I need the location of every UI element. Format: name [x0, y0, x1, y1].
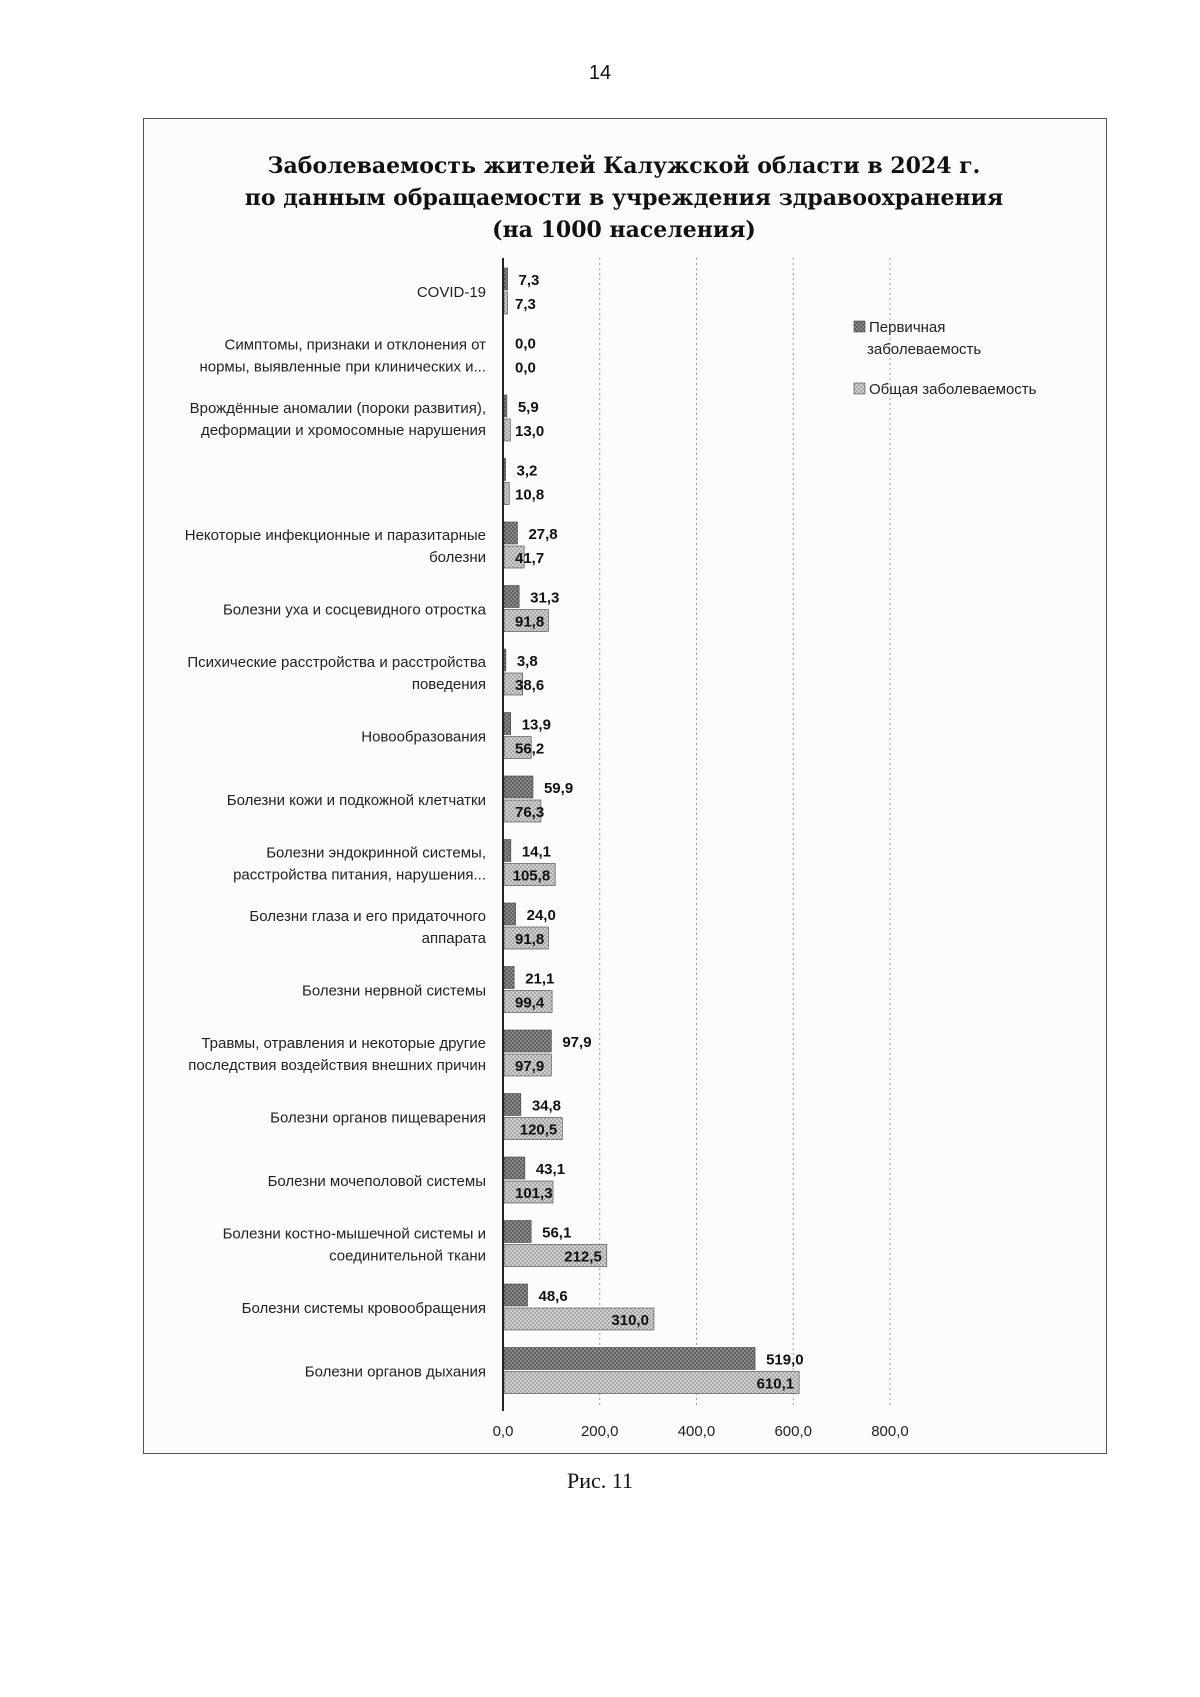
value-label-total: 101,3	[515, 1185, 553, 1202]
legend-label	[867, 319, 981, 358]
bar-primary	[504, 395, 507, 417]
legend-swatch	[854, 321, 865, 332]
bar-primary	[504, 1284, 528, 1306]
category-label-line: Болезни глаза и его придаточного	[249, 908, 486, 925]
category-label	[227, 792, 486, 809]
category-label-line: нормы, выявленные при клинических и...	[199, 358, 486, 376]
category-label-line: Болезни органов дыхания	[304, 1363, 486, 1381]
value-label-total: 310,0	[611, 1312, 649, 1329]
category-label-line: расстройства питания, нарушения...	[233, 866, 486, 884]
category-label-line: Новообразования	[361, 728, 486, 746]
category-label-line: аппарата	[421, 930, 486, 947]
category-label	[185, 527, 486, 566]
category-label-line: Врождённые аномалии (пороки развития),	[189, 400, 486, 417]
bar-primary	[504, 649, 506, 671]
value-label-primary: 48,6	[538, 1288, 568, 1305]
value-label-total: 91,8	[515, 931, 545, 948]
x-tick-label: 800,0	[871, 1423, 909, 1440]
bar-primary	[504, 268, 508, 290]
chart-title-line-3: (на 1000 населения)	[492, 217, 756, 243]
category-label	[270, 1110, 486, 1127]
category-label	[223, 602, 487, 619]
value-label-primary: 43,1	[535, 1161, 566, 1178]
category-label-line: Болезни эндокринной системы,	[266, 844, 486, 862]
bar-total	[504, 292, 508, 314]
value-label-primary: 3,2	[516, 462, 538, 480]
bar-primary	[504, 903, 516, 925]
category-label-line: Болезни костно-мышечной системы и	[222, 1225, 486, 1243]
x-tick-label: 400,0	[677, 1423, 716, 1440]
legend-label-line: заболеваемость	[867, 341, 982, 358]
bar-primary	[504, 459, 506, 481]
category-label	[249, 908, 486, 947]
bar-total	[504, 419, 510, 441]
labels	[185, 272, 804, 1393]
x-tick-label: 200,0	[580, 1423, 619, 1440]
category-label	[233, 845, 486, 884]
category-label	[223, 1226, 486, 1265]
value-label-primary: 13,9	[521, 716, 551, 734]
category-label-line: Болезни системы кровообращения	[241, 1300, 486, 1317]
legend	[854, 319, 1037, 398]
value-label-primary: 27,8	[528, 526, 558, 543]
value-label-total: 97,9	[515, 1058, 545, 1075]
bar-primary	[504, 1348, 755, 1370]
category-label-line: деформации и хромосомные нарушения	[200, 422, 486, 439]
category-label	[417, 284, 486, 301]
category-label-line: поведения	[411, 676, 486, 693]
chart-title-line-2: по данным обращаемости в учреждения здравоохранения	[244, 185, 1004, 211]
legend-label-line: Первичная	[869, 319, 946, 336]
figure-caption: Рис. 11	[567, 1468, 633, 1493]
category-label	[188, 1035, 486, 1074]
bar-primary	[504, 713, 511, 735]
bar-total	[504, 1372, 799, 1394]
category-label	[305, 1364, 486, 1381]
bar-primary	[504, 1094, 521, 1116]
category-label	[302, 983, 486, 1000]
value-label-primary: 59,9	[543, 780, 574, 797]
value-label-total: 76,3	[515, 804, 545, 821]
value-label-primary: 519,0	[766, 1351, 804, 1369]
category-label	[242, 1300, 486, 1317]
value-label-primary: 14,1	[521, 843, 552, 861]
value-label-primary: 31,3	[530, 589, 560, 607]
legend-label-line: Общая заболеваемость	[869, 381, 1037, 398]
value-label-primary: 7,3	[518, 272, 540, 289]
category-label-line: Некоторые инфекционные и паразитарные	[184, 527, 486, 544]
grid	[600, 258, 890, 1405]
category-label-line: Болезни кожи и подкожной клетчатки	[226, 792, 486, 809]
category-label-line: Симптомы, признаки и отклонения от	[224, 336, 486, 354]
category-label-line: болезни	[429, 549, 486, 566]
value-label-total: 10,8	[515, 486, 545, 504]
category-label	[268, 1173, 486, 1190]
value-label-primary: 21,1	[525, 970, 555, 988]
legend-swatch	[854, 383, 865, 394]
bar-total	[504, 483, 509, 505]
category-label	[199, 337, 486, 376]
category-label	[190, 400, 486, 439]
value-label-total: 610,1	[756, 1375, 795, 1393]
category-label-line: Травмы, отравления и некоторые другие	[201, 1035, 486, 1052]
value-label-total: 7,3	[515, 296, 536, 313]
category-label-line: Психические расстройства и расстройства	[187, 654, 486, 671]
category-label	[187, 654, 486, 693]
value-label-total: 38,6	[515, 677, 545, 694]
value-label-primary: 34,8	[531, 1097, 562, 1115]
page-number: 14	[588, 62, 612, 84]
value-label-primary: 56,1	[542, 1224, 572, 1242]
value-label-total: 91,8	[515, 613, 545, 631]
bar-primary	[504, 1030, 551, 1052]
value-label-total: 0,0	[515, 359, 536, 377]
bar-primary	[504, 1221, 531, 1243]
category-label-line: соединительной ткани	[329, 1247, 486, 1265]
category-label-line: Болезни органов пищеварения	[270, 1109, 486, 1127]
value-label-primary: 24,0	[526, 907, 556, 924]
value-label-primary: 0,0	[515, 335, 536, 353]
value-label-total: 13,0	[515, 423, 545, 440]
value-label-total: 56,2	[515, 740, 545, 758]
value-label-primary: 97,9	[562, 1034, 592, 1051]
value-label-total: 212,5	[564, 1248, 602, 1266]
category-label-line: Болезни уха и сосцевидного отростка	[222, 601, 486, 619]
value-label-total: 99,4	[515, 994, 545, 1012]
bar-primary	[504, 1157, 525, 1179]
bar-primary	[504, 776, 533, 798]
value-label-primary: 3,8	[516, 653, 538, 670]
category-label-line: Болезни мочеполовой системы	[267, 1173, 486, 1190]
value-label-total: 105,8	[512, 867, 551, 885]
category-label-line: Болезни нервной системы	[302, 982, 486, 1000]
bar-primary	[504, 586, 519, 608]
value-label-primary: 5,9	[517, 399, 539, 416]
bar-primary	[504, 840, 511, 862]
bar-primary	[504, 967, 514, 989]
x-tick-label: 0,0	[492, 1423, 514, 1440]
bar-primary	[504, 522, 517, 544]
x-tick-label: 600,0	[774, 1423, 813, 1440]
category-label-line: COVID-19	[416, 284, 486, 301]
legend-label	[869, 381, 1037, 398]
value-label-total: 120,5	[519, 1121, 558, 1139]
category-label-line: последствия воздействия внешних причин	[188, 1057, 486, 1074]
chart-title-line-1: Заболеваемость жителей Калужской области в 2024 г.	[267, 153, 981, 179]
category-label	[361, 729, 486, 746]
value-label-total: 41,7	[515, 550, 545, 567]
